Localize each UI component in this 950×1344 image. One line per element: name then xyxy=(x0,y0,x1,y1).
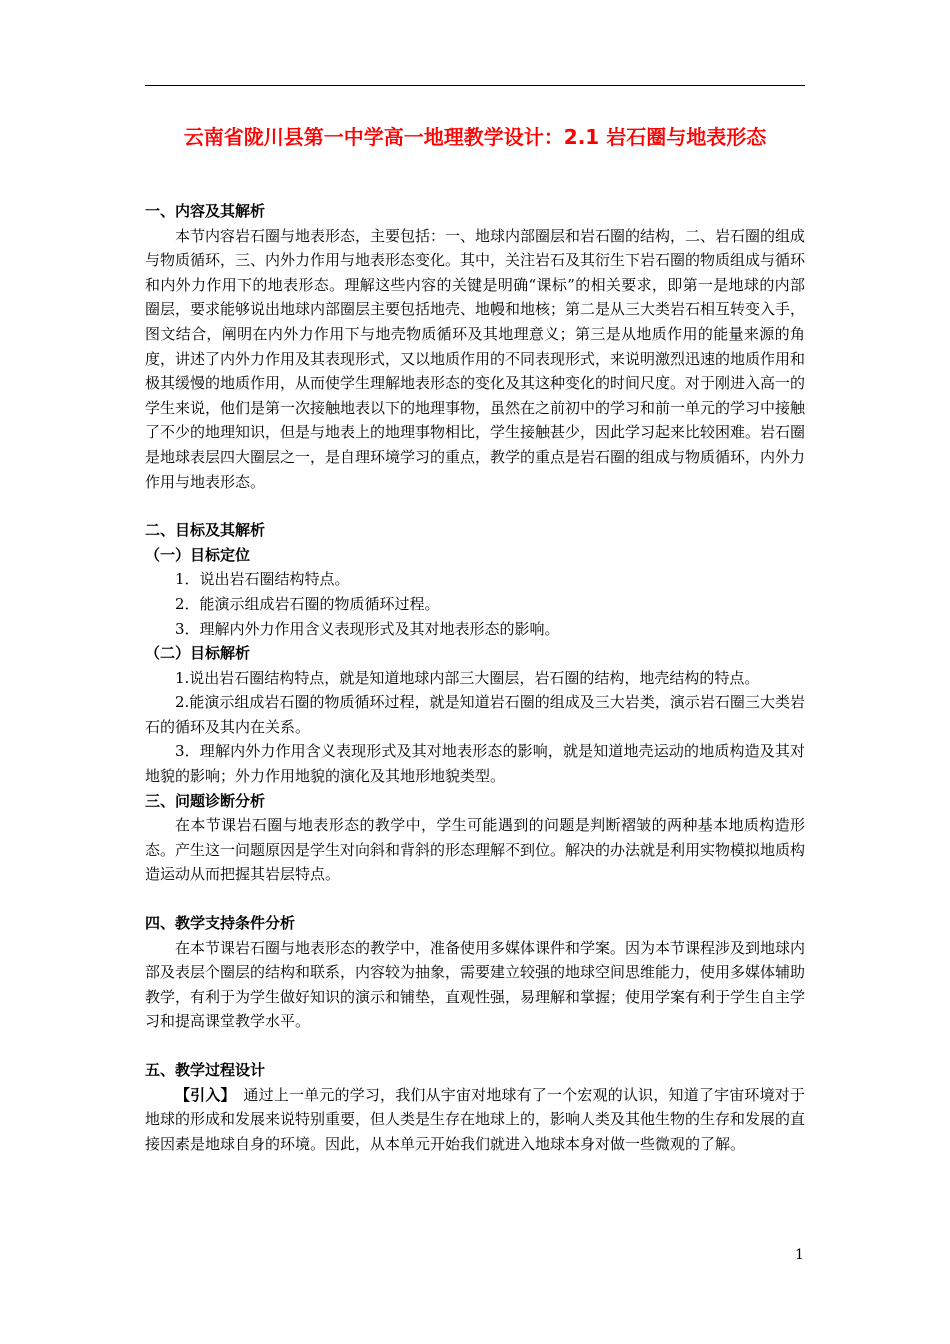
intro-paragraph xyxy=(145,1083,805,1157)
document-body xyxy=(145,199,805,1156)
intro-label: 【引入】 xyxy=(175,1085,236,1104)
subheading-goal-analysis: （二）目标解析 xyxy=(145,644,251,663)
section-heading-process: 五、教学过程设计 xyxy=(145,1061,266,1079)
header-rule xyxy=(145,85,805,86)
section-body-diagnosis: 在本节课岩石圈与地表形态的教学中，学生可能遇到的问题是判断褶皱的两种基本地质构造形态。产生这一问题原因是学生对向斜和背斜的形态理解不到位。解决的办法就是利用实物模拟地质构造运动从而把握其岩层特点。 xyxy=(145,816,806,884)
goal-item: 3．理解内外力作用含义表现形式及其对地表形态的影响。 xyxy=(175,619,560,638)
section-body-support: 在本节课岩石圈与地表形态的教学中，准备使用多媒体课件和学案。因为本节课程涉及到地球内部及表层个圈层的结构和联系，内容较为抽象，需要建立较强的地球空间思维能力，使用多媒体辅助教学，有利于为学生做好知识的演示和铺垫，直观性强，易理解和掌握；使用学案有利于学生自主学习和提高课堂教学水平。 xyxy=(145,938,806,1031)
analysis-item: 3．理解内外力作用含义表现形式及其对地表形态的影响，就是知道地壳运动的地质构造及其对地貌的影响；外力作用地貌的演化及其地形地貌类型。 xyxy=(145,742,805,786)
page-number: 1 xyxy=(795,1247,804,1263)
intro-body: 通过上一单元的学习，我们从宇宙对地球有了一个宏观的认识，知道了宇宙环境对于地球的形成和发展来说特别重要，但人类是生存在地球上的，影响人类及其他生物的生存和发展的直接因素是地球自身的环境。因此，从本单元开始我们就进入地球本身对做一些微观的了解。 xyxy=(145,1085,806,1153)
section-heading-support: 四、教学支持条件分析 xyxy=(145,914,296,933)
goal-item: 1．说出岩石圈结构特点。 xyxy=(175,570,350,589)
spacer xyxy=(145,887,805,911)
section-body-content: 本节内容岩石圈与地表形态，主要包括：一、地球内部圈层和岩石圈的结构，二、岩石圈的组成与物质循环，三、内外力作用与地表形态变化。其中，关注岩石及其衍生下岩石圈的物质组成与循环和内外力作用下的地表形态。理解这些内容的关键是明确“课标”的相关要求，即第一是地球的内部圈层，要求能够说出地球内部圈层主要包括地壳、地幔和地核；第二是从三大类岩石相互转变入手，图文结合，阐明在内外力作用下与地壳物质循环及其地理意义；第三是从地质作用的能量来源的角度，讲述了内外力作用及其表现形式，又以地质作用的不同表现形式，来说明激烈迅速的地质作用和极其缓慢的地质作用，从而使学生理解地表形态的变化及其这种变化的时间尺度。对于刚进入高一的学生来说，他们是第一次接触地表以下的地理事物，虽然在之前初中的学习和前一单元的学习中接触了不少的地理知识，但是与地表上的地理事物相比，学生接触甚少，因此学习起来比较困难。岩石圈是地球表层四大圈层之一，是自理环境学习的重点，教学的重点是岩石圈的组成与物质循环，内外力作用与地表形态。 xyxy=(145,226,806,491)
document-title: 云南省陇川县第一中学高一地理教学设计：2.1 岩石圈与地表形态 xyxy=(183,125,767,149)
goal-item: 2．能演示组成岩石圈的物质循环过程。 xyxy=(175,594,440,613)
spacer xyxy=(145,1034,805,1058)
section-heading-diagnosis: 三、问题诊断分析 xyxy=(145,791,266,810)
section-heading-content: 一、内容及其解析 xyxy=(145,202,266,220)
spacer xyxy=(145,494,805,518)
section-heading-goals: 二、目标及其解析 xyxy=(145,521,266,540)
subheading-goal-position: （一）目标定位 xyxy=(145,545,251,564)
analysis-item: 1.说出岩石圈结构特点，就是知道地球内部三大圈层，岩石圈的结构，地壳结构的特点。 xyxy=(175,668,760,687)
analysis-item: 2.能演示组成岩石圈的物质循环过程，就是知道岩石圈的组成及三大岩类，演示岩石圈三大类岩石的循环及其内在关系。 xyxy=(145,693,805,736)
